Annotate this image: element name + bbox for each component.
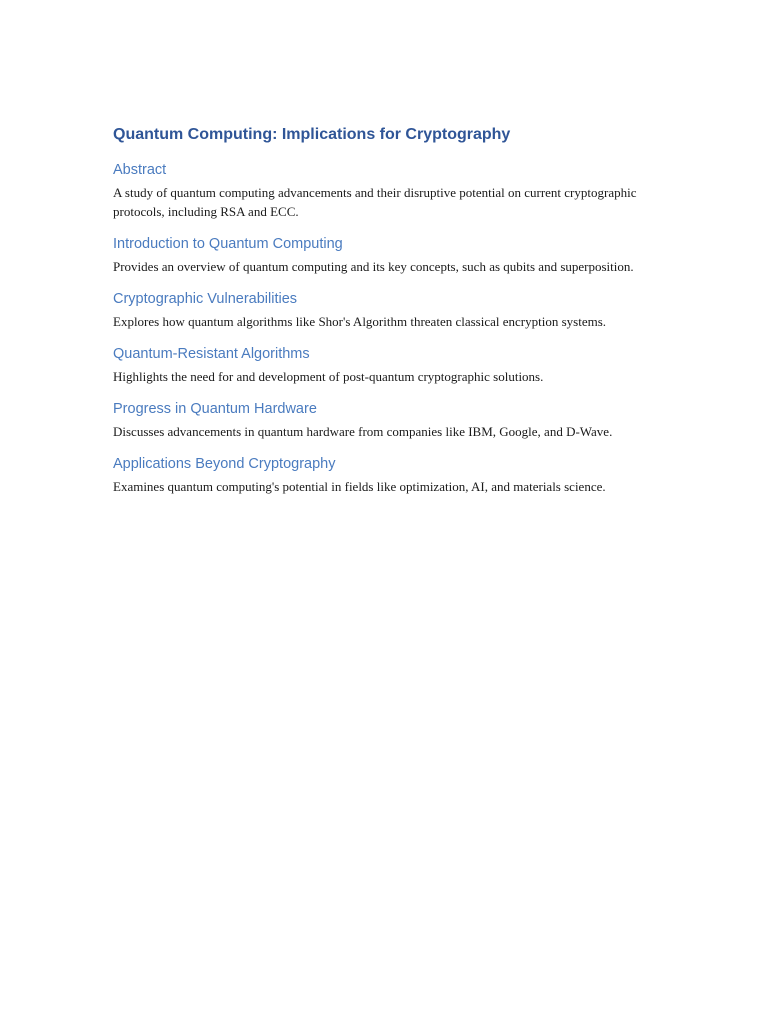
section-heading: Introduction to Quantum Computing <box>113 236 343 252</box>
section-body: A study of quantum computing advancements and their disruptive potential on current cryptographic protocols, including RSA and ECC. <box>113 185 637 219</box>
section-hardware-progress <box>113 399 643 441</box>
section-body: Highlights the need for and development of post-quantum cryptographic solutions. <box>113 369 544 384</box>
document-title: Quantum Computing: Implications for Cryptography <box>113 126 511 143</box>
section-vulnerabilities <box>113 289 643 331</box>
section-heading: Abstract <box>113 162 167 178</box>
section-abstract <box>113 160 643 221</box>
section-body: Explores how quantum algorithms like Shor's Algorithm threaten classical encryption systems. <box>113 314 607 329</box>
section-body: Provides an overview of quantum computing and its key concepts, such as qubits and superposition. <box>113 259 634 274</box>
section-applications <box>113 454 643 496</box>
section-resistant-algorithms <box>113 344 643 386</box>
section-heading: Applications Beyond Cryptography <box>113 456 336 472</box>
document-page <box>113 124 643 509</box>
section-body: Discusses advancements in quantum hardware from companies like IBM, Google, and D-Wave. <box>113 424 613 439</box>
section-introduction <box>113 234 643 276</box>
section-heading: Cryptographic Vulnerabilities <box>113 291 298 307</box>
section-heading: Quantum-Resistant Algorithms <box>113 346 310 362</box>
section-heading: Progress in Quantum Hardware <box>113 401 317 417</box>
section-body: Examines quantum computing's potential in fields like optimization, AI, and materials science. <box>113 479 606 494</box>
